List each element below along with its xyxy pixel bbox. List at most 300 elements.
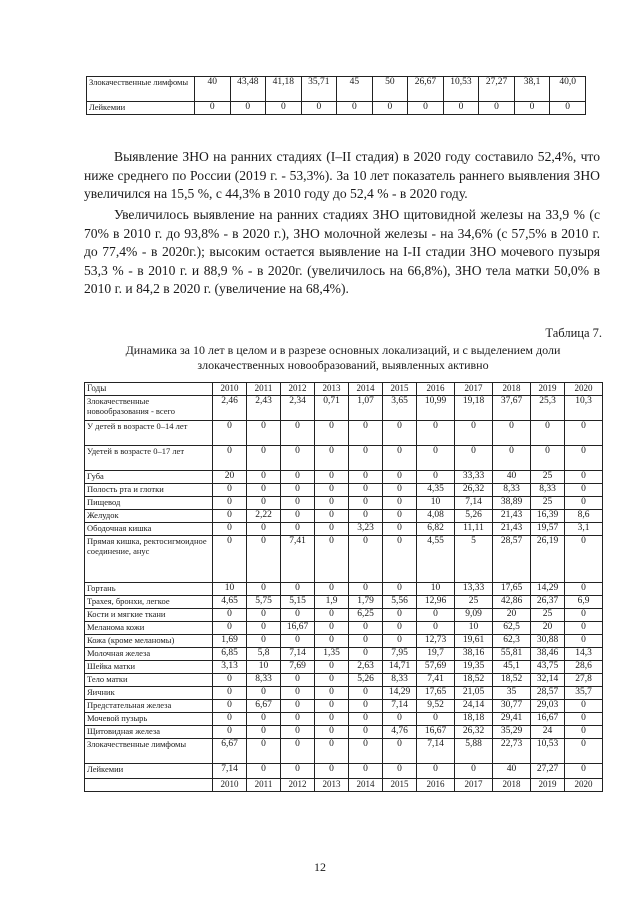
table-cell: 30,88 xyxy=(531,635,565,648)
table-cell: 0 xyxy=(565,700,603,713)
table-cell: 5,26 xyxy=(455,510,493,523)
table-cell: 19,35 xyxy=(455,661,493,674)
table-cell: 37,67 xyxy=(493,396,531,421)
table-cell: 0 xyxy=(550,102,586,115)
table-cell: 43,75 xyxy=(531,661,565,674)
row-label: Удетей в возрасте 0–17 лет xyxy=(85,446,213,471)
table-cell: 0 xyxy=(565,635,603,648)
table-cell: 0 xyxy=(213,726,247,739)
table-cell: 0 xyxy=(349,635,383,648)
table-cell: 0 xyxy=(247,739,281,764)
table-cell: 0 xyxy=(349,739,383,764)
table-cell: 0 xyxy=(213,536,247,583)
table-cell: 38,16 xyxy=(455,648,493,661)
top-table-continuation xyxy=(86,76,586,115)
table-cell: 13,33 xyxy=(455,583,493,596)
table-cell: 0 xyxy=(315,661,349,674)
table-cell: 26,32 xyxy=(455,484,493,497)
footer-label-cell xyxy=(85,779,213,792)
table-cell: 0 xyxy=(281,726,315,739)
table-cell: 3,1 xyxy=(565,523,603,536)
table-cell: 0 xyxy=(315,484,349,497)
table-cell: 9,09 xyxy=(455,609,493,622)
table-cell: 10 xyxy=(417,583,455,596)
table-cell: 19,7 xyxy=(417,648,455,661)
table-cell: 12,73 xyxy=(417,635,455,648)
year-footer: 2018 xyxy=(493,779,531,792)
table-cell: 0 xyxy=(315,510,349,523)
year-header: 2018 xyxy=(493,383,531,396)
table-cell: 0 xyxy=(315,609,349,622)
table-cell: 0 xyxy=(383,609,417,622)
table-cell: 0 xyxy=(493,446,531,471)
table-row xyxy=(85,536,603,583)
year-header: 2015 xyxy=(383,383,417,396)
table-cell: 35,71 xyxy=(301,77,337,102)
table-cell: 2,22 xyxy=(247,510,281,523)
row-label: Ободочная кишка xyxy=(85,523,213,536)
table-cell: 0 xyxy=(247,635,281,648)
table-row xyxy=(85,497,603,510)
year-header: 2013 xyxy=(315,383,349,396)
table-cell: 14,29 xyxy=(383,687,417,700)
table-cell: 0 xyxy=(213,674,247,687)
table-cell: 8,33 xyxy=(493,484,531,497)
table-cell: 40 xyxy=(493,471,531,484)
table-cell: 0 xyxy=(195,102,231,115)
table-cell: 22,73 xyxy=(493,739,531,764)
table-cell: 0 xyxy=(417,609,455,622)
table-cell: 0 xyxy=(349,726,383,739)
table-cell: 35,7 xyxy=(565,687,603,700)
table-cell: 0 xyxy=(565,726,603,739)
row-label: Кожа (кроме меланомы) xyxy=(85,635,213,648)
table-cell: 0 xyxy=(349,713,383,726)
table-cell: 17,65 xyxy=(417,687,455,700)
table-cell: 42,86 xyxy=(493,596,531,609)
year-header: 2020 xyxy=(565,383,603,396)
year-header: 2012 xyxy=(281,383,315,396)
table-cell: 10 xyxy=(247,661,281,674)
table-cell: 0 xyxy=(349,497,383,510)
table-cell: 18,52 xyxy=(455,674,493,687)
table-cell: 0 xyxy=(383,446,417,471)
table-cell: 2,43 xyxy=(247,396,281,421)
paragraph-early-detection: Выявление ЗНО на ранних стадиях (I–II стадия) в 2020 году составило 52,4%, что ниже среднего по России (2019 г. - 53,3%). За 10 лет показатель раннего выявления ЗНО увеличился на 15,5 %, с 44,3% в 2010 году до 52,4 % - в 2020 году. xyxy=(84,149,600,201)
table-cell: 18,18 xyxy=(455,713,493,726)
table-cell: 7,95 xyxy=(383,648,417,661)
table-row xyxy=(85,421,603,446)
table-cell: 0 xyxy=(266,102,302,115)
table-row xyxy=(85,739,603,764)
year-footer: 2016 xyxy=(417,779,455,792)
row-label: Щитовидная железа xyxy=(85,726,213,739)
table-cell: 0 xyxy=(383,523,417,536)
table-cell: 0 xyxy=(417,446,455,471)
table-row xyxy=(85,523,603,536)
table-cell: 0 xyxy=(247,713,281,726)
table-cell: 0 xyxy=(383,536,417,583)
table-cell: 0 xyxy=(281,713,315,726)
table-cell: 0 xyxy=(315,583,349,596)
table-row xyxy=(87,77,586,102)
table-cell: 0 xyxy=(315,687,349,700)
table-header-row xyxy=(85,383,603,396)
page-number: 12 xyxy=(314,860,326,874)
table-cell: 0 xyxy=(315,635,349,648)
table-cell: 5,26 xyxy=(349,674,383,687)
table-cell: 45 xyxy=(337,77,373,102)
table-cell: 12,96 xyxy=(417,596,455,609)
table-cell: 14,3 xyxy=(565,648,603,661)
table-cell: 0 xyxy=(213,421,247,446)
table-cell: 0 xyxy=(383,635,417,648)
table-cell: 7,41 xyxy=(417,674,455,687)
table-cell: 0 xyxy=(565,713,603,726)
table-cell: 16,67 xyxy=(531,713,565,726)
table-row xyxy=(85,687,603,700)
table-cell: 0 xyxy=(455,446,493,471)
table-cell: 0 xyxy=(281,739,315,764)
table-row xyxy=(85,583,603,596)
table-cell: 0 xyxy=(565,739,603,764)
table-cell: 0 xyxy=(281,446,315,471)
table-cell: 0 xyxy=(349,622,383,635)
table-cell: 40,0 xyxy=(550,77,586,102)
table-cell: 62,3 xyxy=(493,635,531,648)
year-header: 2019 xyxy=(531,383,565,396)
table-row xyxy=(85,700,603,713)
table-cell: 8,33 xyxy=(247,674,281,687)
row-label: Лейкемии xyxy=(87,102,195,115)
table-cell: 0 xyxy=(383,739,417,764)
year-footer: 2014 xyxy=(349,779,383,792)
table-cell: 0 xyxy=(230,102,266,115)
table-cell: 0 xyxy=(493,421,531,446)
table-cell: 0 xyxy=(565,446,603,471)
table-cell: 0 xyxy=(417,622,455,635)
table-cell: 0 xyxy=(247,609,281,622)
table-cell: 0 xyxy=(247,536,281,583)
table-cell: 0 xyxy=(514,102,550,115)
table-cell: 29,41 xyxy=(493,713,531,726)
table-cell: 0 xyxy=(213,609,247,622)
table-cell: 0 xyxy=(349,510,383,523)
table-cell: 0 xyxy=(281,687,315,700)
table-cell: 0 xyxy=(213,497,247,510)
year-footer: 2012 xyxy=(281,779,315,792)
table-cell: 27,8 xyxy=(565,674,603,687)
table-cell: 0 xyxy=(383,713,417,726)
table-cell: 0 xyxy=(383,471,417,484)
table-cell: 10 xyxy=(417,497,455,510)
table-cell: 0 xyxy=(349,700,383,713)
table-cell: 38,46 xyxy=(531,648,565,661)
table-cell: 3,13 xyxy=(213,661,247,674)
table-cell: 0 xyxy=(349,764,383,779)
table-cell: 0 xyxy=(281,583,315,596)
table-cell: 0 xyxy=(565,622,603,635)
table-cell: 18,52 xyxy=(493,674,531,687)
table-cell: 55,81 xyxy=(493,648,531,661)
year-footer: 2013 xyxy=(315,779,349,792)
table-cell: 16,67 xyxy=(417,726,455,739)
table-cell: 0 xyxy=(349,446,383,471)
year-header: 2011 xyxy=(247,383,281,396)
table-row xyxy=(85,622,603,635)
table-cell: 14,29 xyxy=(531,583,565,596)
table-cell: 0 xyxy=(315,713,349,726)
table-cell: 25 xyxy=(455,596,493,609)
table-cell: 5,8 xyxy=(247,648,281,661)
table-cell: 35 xyxy=(493,687,531,700)
table-cell: 38,89 xyxy=(493,497,531,510)
table-cell: 7,14 xyxy=(281,648,315,661)
table-cell: 0 xyxy=(383,583,417,596)
table-cell: 0 xyxy=(383,421,417,446)
row-label: Тело матки xyxy=(85,674,213,687)
table-cell: 0 xyxy=(315,523,349,536)
table-cell: 20 xyxy=(531,622,565,635)
table-cell: 26,37 xyxy=(531,596,565,609)
table-cell: 45,1 xyxy=(493,661,531,674)
table-cell: 24,14 xyxy=(455,700,493,713)
table-cell: 7,69 xyxy=(281,661,315,674)
row-label: Злокачественные новообразования - всего xyxy=(85,396,213,421)
table-row xyxy=(85,726,603,739)
table-cell: 0 xyxy=(281,700,315,713)
row-label: Предстательная железа xyxy=(85,700,213,713)
table-cell: 7,41 xyxy=(281,536,315,583)
table-cell: 27,27 xyxy=(479,77,515,102)
table-cell: 10 xyxy=(455,622,493,635)
table-cell: 27,27 xyxy=(531,764,565,779)
year-header: 2017 xyxy=(455,383,493,396)
table-row xyxy=(85,596,603,609)
table-cell: 24 xyxy=(531,726,565,739)
table-cell: 20 xyxy=(213,471,247,484)
table-cell: 10,3 xyxy=(565,396,603,421)
table-cell: 0 xyxy=(349,421,383,446)
table-cell: 0 xyxy=(383,497,417,510)
row-label: Трахея, бронхи, легкое xyxy=(85,596,213,609)
table-cell: 21,43 xyxy=(493,523,531,536)
row-label: Губа xyxy=(85,471,213,484)
table-cell: 0 xyxy=(301,102,337,115)
table-cell: 5 xyxy=(455,536,493,583)
table-cell: 38,1 xyxy=(514,77,550,102)
table-cell: 0 xyxy=(383,764,417,779)
table-cell: 26,19 xyxy=(531,536,565,583)
table-cell: 57,69 xyxy=(417,661,455,674)
table-cell: 0 xyxy=(213,523,247,536)
table-cell: 0 xyxy=(281,471,315,484)
table-cell: 0 xyxy=(281,510,315,523)
table-cell: 0 xyxy=(247,622,281,635)
table-cell: 0 xyxy=(479,102,515,115)
table-cell: 19,61 xyxy=(455,635,493,648)
table-cell: 33,33 xyxy=(455,471,493,484)
table-row xyxy=(85,674,603,687)
table-cell: 6,25 xyxy=(349,609,383,622)
table-cell: 0 xyxy=(565,583,603,596)
table-cell: 4,65 xyxy=(213,596,247,609)
table-cell: 0 xyxy=(417,764,455,779)
table-row xyxy=(85,510,603,523)
table-cell: 25,3 xyxy=(531,396,565,421)
table-cell: 8,33 xyxy=(383,674,417,687)
table-cell: 0 xyxy=(315,700,349,713)
table-cell: 0 xyxy=(315,446,349,471)
table-number: Таблица 7. xyxy=(545,326,602,340)
table-cell: 25 xyxy=(531,497,565,510)
table-cell: 40 xyxy=(493,764,531,779)
table-row xyxy=(85,661,603,674)
table-cell: 0 xyxy=(281,421,315,446)
table-cell: 5,88 xyxy=(455,739,493,764)
year-footer: 2010 xyxy=(213,779,247,792)
table-cell: 0 xyxy=(565,536,603,583)
row-label: Шейка матки xyxy=(85,661,213,674)
table-cell: 0 xyxy=(315,471,349,484)
table-cell: 8,33 xyxy=(531,484,565,497)
year-footer: 2017 xyxy=(455,779,493,792)
table-cell: 0 xyxy=(315,739,349,764)
table-cell: 0 xyxy=(372,102,408,115)
table-cell: 1,07 xyxy=(349,396,383,421)
table-cell: 1,35 xyxy=(315,648,349,661)
table-cell: 0 xyxy=(417,713,455,726)
table-cell: 25 xyxy=(531,609,565,622)
row-label: Желудок xyxy=(85,510,213,523)
table-cell: 0 xyxy=(247,583,281,596)
table-cell: 2,46 xyxy=(213,396,247,421)
year-footer: 2019 xyxy=(531,779,565,792)
table-cell: 0 xyxy=(247,446,281,471)
row-label: Кости и мягкие ткани xyxy=(85,609,213,622)
table-cell: 29,03 xyxy=(531,700,565,713)
table-cell: 0 xyxy=(565,497,603,510)
row-label: Лейкемии xyxy=(85,764,213,779)
table-cell: 0 xyxy=(247,497,281,510)
table-cell: 0 xyxy=(247,484,281,497)
table-cell: 0 xyxy=(349,687,383,700)
table-cell: 0 xyxy=(281,523,315,536)
table-cell: 28,57 xyxy=(493,536,531,583)
table-cell: 32,14 xyxy=(531,674,565,687)
year-footer: 2020 xyxy=(565,779,603,792)
table-cell: 0 xyxy=(213,510,247,523)
table-cell: 14,71 xyxy=(383,661,417,674)
table-cell: 0 xyxy=(349,536,383,583)
table-row xyxy=(85,764,603,779)
table-cell: 0 xyxy=(247,471,281,484)
table-cell: 10,53 xyxy=(443,77,479,102)
table-cell: 0 xyxy=(455,421,493,446)
table-cell: 30,77 xyxy=(493,700,531,713)
table-cell: 2,63 xyxy=(349,661,383,674)
table-row xyxy=(85,396,603,421)
row-label: Злокачественные лимфомы xyxy=(87,77,195,102)
table-cell: 19,18 xyxy=(455,396,493,421)
year-header: 2016 xyxy=(417,383,455,396)
table-cell: 5,15 xyxy=(281,596,315,609)
table-cell: 0 xyxy=(281,484,315,497)
table-cell: 0,71 xyxy=(315,396,349,421)
table-cell: 2,34 xyxy=(281,396,315,421)
table-footer-row xyxy=(85,779,603,792)
table-cell: 9,52 xyxy=(417,700,455,713)
table-cell: 4,35 xyxy=(417,484,455,497)
table-cell: 11,11 xyxy=(455,523,493,536)
table-cell: 50 xyxy=(372,77,408,102)
table-cell: 10,99 xyxy=(417,396,455,421)
table-cell: 0 xyxy=(315,726,349,739)
table-cell: 10,53 xyxy=(531,739,565,764)
table-cell: 0 xyxy=(417,471,455,484)
table-cell: 7,14 xyxy=(455,497,493,510)
table-cell: 0 xyxy=(565,484,603,497)
table-row xyxy=(85,635,603,648)
table-cell: 0 xyxy=(417,421,455,446)
table-cell: 10 xyxy=(213,583,247,596)
table-cell: 35,29 xyxy=(493,726,531,739)
year-header: 2010 xyxy=(213,383,247,396)
table-cell: 0 xyxy=(315,674,349,687)
row-label: У детей в возрасте 0–14 лет xyxy=(85,421,213,446)
table-cell: 0 xyxy=(281,609,315,622)
table-cell: 0 xyxy=(565,471,603,484)
table-cell: 0 xyxy=(213,700,247,713)
table-cell: 0 xyxy=(247,764,281,779)
table-cell: 0 xyxy=(281,497,315,510)
table-cell: 6,67 xyxy=(213,739,247,764)
year-footer: 2011 xyxy=(247,779,281,792)
table-row xyxy=(87,102,586,115)
table-cell: 1,79 xyxy=(349,596,383,609)
paragraph-early-detection-by-site: Увеличилось выявление на ранних стадиях ЗНО щитовидной железы на 33,9 % (с 70% в 2010 г. до 93,8% - в 2020 г.), ЗНО молочной железы - на 34,6% (с 57,5% в 2010 г. до 77,4% - в 2020г.); высоким остается выявление на I-II стадии ЗНО мочевого пузыря 53,3 % - в 2010 г. и 88,9 % - в 2020г. (увеличилось на 66,8%), ЗНО тела матки 50,0% в 2010 г. и 84,2 в 2020 г. (увеличение на 68,4%). xyxy=(84,207,600,296)
table-cell: 28,6 xyxy=(565,661,603,674)
table-cell: 21,05 xyxy=(455,687,493,700)
table-cell: 0 xyxy=(315,622,349,635)
dynamics-table xyxy=(84,382,603,792)
table-cell: 0 xyxy=(213,622,247,635)
table-cell: 0 xyxy=(383,622,417,635)
table-row xyxy=(85,609,603,622)
table-cell: 6,85 xyxy=(213,648,247,661)
row-label: Прямая кишка, ректосигмоидное соединение, анус xyxy=(85,536,213,583)
table-cell: 6,9 xyxy=(565,596,603,609)
table-cell: 0 xyxy=(565,609,603,622)
table-cell: 0 xyxy=(281,635,315,648)
table-row xyxy=(85,471,603,484)
table-cell: 0 xyxy=(531,446,565,471)
table-cell: 0 xyxy=(443,102,479,115)
year-header: 2014 xyxy=(349,383,383,396)
year-footer: 2015 xyxy=(383,779,417,792)
table-cell: 0 xyxy=(349,648,383,661)
table-cell: 0 xyxy=(213,713,247,726)
row-label: Молочная железа xyxy=(85,648,213,661)
row-label: Гортань xyxy=(85,583,213,596)
table-cell: 0 xyxy=(315,497,349,510)
table-cell: 7,14 xyxy=(417,739,455,764)
table-cell: 0 xyxy=(315,764,349,779)
row-label: Яичник xyxy=(85,687,213,700)
table-cell: 16,67 xyxy=(281,622,315,635)
table-cell: 0 xyxy=(408,102,444,115)
table-cell: 19,57 xyxy=(531,523,565,536)
